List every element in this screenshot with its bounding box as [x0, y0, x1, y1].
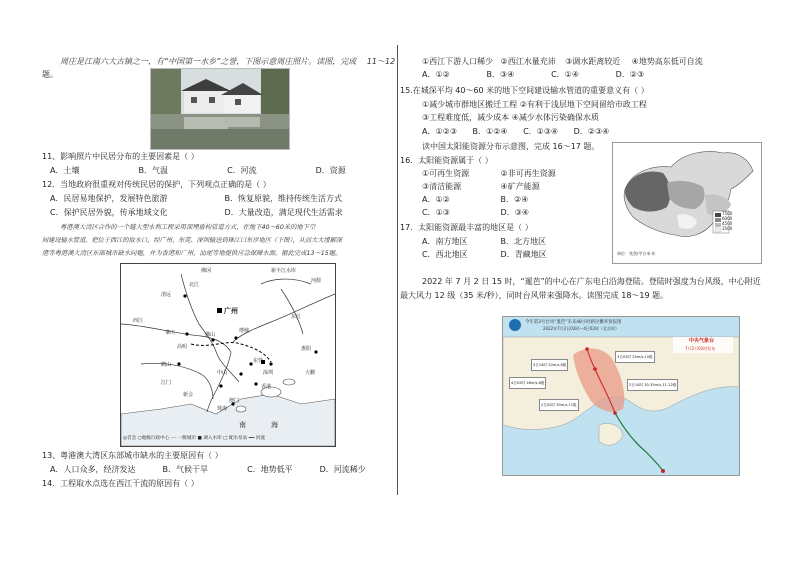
intro-water-project-line3: 港等粤港澳大湾区东部城市缺水问题，并为香港和广州、汕尾等地提供应急保障水源。据此完成13～15题。 — [42, 250, 342, 257]
q14-statements — [422, 57, 703, 67]
map-label-heyuan: 河源 — [311, 278, 322, 284]
q15-statements-1: ①减少城市群地区搬迁工程 ②有利于浅层地下空间留给市政工程 — [422, 100, 647, 109]
solar-legend-4500: 4500 — [722, 221, 733, 226]
q17-option-b[interactable]: B．北方地区 — [500, 237, 547, 246]
q16-statement-2: ②非可再生资源 — [500, 169, 556, 178]
map-label-shenzhen: 深圳 — [263, 370, 274, 376]
q17-option-d[interactable]: D．青藏地区 — [500, 250, 547, 259]
q16-option-c[interactable]: C．①③ — [422, 208, 450, 217]
map-label-dapeng: 大鹏 — [305, 370, 316, 376]
map-label-south: 南 — [239, 421, 246, 429]
q17-option-a[interactable]: A．南方地区 — [422, 237, 468, 246]
q14-option-c[interactable]: C．①④ — [551, 70, 580, 79]
question-12: 12．当地政府很重视对传统民居的保护，下列观点正确的是（ ） — [42, 180, 271, 189]
q17-option-c[interactable]: C．西北地区 — [422, 250, 468, 259]
map-label-hongkong: 香港 — [261, 384, 272, 390]
intro-zhouzhuang — [60, 57, 395, 67]
typhoon-box-4d02: 4日02时 18m/s,8级 — [509, 377, 546, 389]
q16-statements-1 — [422, 169, 556, 179]
q14-statement-1: ①西江下游人口稀少 — [422, 57, 494, 66]
china-solar-map — [612, 142, 762, 264]
pearl-river-delta-map — [120, 263, 336, 447]
q11-option-b[interactable]: B．气温 — [138, 166, 169, 175]
q11-option-a[interactable]: A．土壤 — [50, 166, 80, 175]
q15-option-b[interactable]: B．①②④ — [472, 127, 508, 136]
typhoon-map-title: 今年第3号台风“暹芭”未来48小时路径概率预报图 — [525, 320, 622, 325]
map-label-xinfeng: 新丰江水库 — [271, 268, 297, 274]
intro-water-project-line2: 间建设输水管道，把位于西江的取水口，经广州、东莞、深圳输送到珠江口东岸地区（下图），从而大大缓解深 — [42, 237, 343, 244]
q13-option-d[interactable]: D．河流稀少 — [319, 465, 366, 474]
column-divider — [397, 45, 398, 495]
q14-statement-4: ④地势高东低可自流 — [631, 57, 703, 66]
q16-statement-4: ④矿产能源 — [500, 182, 540, 191]
intro-solar-map: 读中国太阳能资源分布示意图，完成 16～17 题。 — [422, 142, 600, 151]
intro-typhoon-line2: 最大风力 12 级（35 米/秒），同时台风带来强降水。读图完成 18～19 题。 — [400, 291, 669, 300]
question-13: 13、粤港澳大湾区东部城市缺水的主要原因有（ ） — [42, 451, 223, 460]
q16-statement-1: ①可再生资源 — [422, 169, 470, 178]
q16-options-row2 — [422, 208, 529, 218]
typhoon-agency: 中央气象台 — [689, 338, 715, 344]
q12-option-a[interactable]: A．民居易地保护，发展特色旅游 — [50, 194, 168, 203]
question-16: 16．太阳能资源属于（ ） — [400, 156, 493, 165]
q13-option-a[interactable]: A．人口众多，经济发达 — [50, 465, 136, 474]
q15-option-d[interactable]: D．②③④ — [573, 127, 610, 136]
question-15: 15.在城深平均 40～60 米的地下空间建设输水管道的重要意义有（ ） — [400, 86, 649, 95]
map-label-zhuhai: 珠海 — [217, 406, 228, 412]
q16-option-a[interactable]: A．①② — [422, 195, 450, 204]
map-label-dongjiang: 东江 — [291, 314, 302, 320]
question-11: 11、影响照片中民居分布的主要因素是（ ） — [42, 152, 199, 161]
typhoon-map-time: 2022年7月2日02时～4日02时（北京时） — [543, 326, 619, 331]
map-label-macau: 澳门 — [229, 398, 240, 404]
question-17: 17．太阳能资源最丰富的地区是（ ） — [400, 223, 533, 232]
map-label-gaoming: 高明 — [177, 344, 188, 350]
q16-option-b[interactable]: B．②④ — [500, 195, 529, 204]
q11-option-c[interactable]: C．河流 — [227, 166, 257, 175]
solar-legend-6000: 6000 — [722, 216, 733, 221]
map-label-zhongshan: 中山 — [217, 370, 228, 376]
q12-option-b[interactable]: B．恢复原貌，维持传统生活方式 — [224, 194, 343, 203]
left-column — [38, 0, 396, 561]
solar-unit: 单位：兆焦/平方米·年 — [617, 251, 656, 256]
map-label-fogang: 佛冈 — [201, 268, 212, 274]
map-label-beijiang: 北江 — [189, 282, 200, 288]
q15-options — [422, 127, 609, 137]
q13-options — [50, 465, 366, 475]
typhoon-forecast-map — [502, 316, 740, 476]
intro-text: 周庄是江南六大古镇之一，有“中国第一水乡”之誉，下图示意周庄照片。读图，完成 — [60, 57, 357, 66]
typhoon-box-2d14: 2日14时 30-35m/s,11-12级 — [627, 379, 678, 391]
q17-options-row1 — [422, 237, 546, 247]
q13-option-b[interactable]: B．气候干旱 — [162, 465, 209, 474]
map-label-huiyang: 惠阳 — [301, 346, 312, 352]
typhoon-box-3d02: 3日02时 25m/s,10级 — [615, 351, 655, 363]
q11-option-d[interactable]: D．资源 — [315, 166, 346, 175]
solar-legend-3500: 3500 — [722, 226, 733, 231]
q12-options-row1 — [50, 194, 342, 204]
map-legend: ◎首会 ○地级行政中心 ┈┈ 一级城市 ■ 调入水库 □ 配水泵站 ━━ 河流 — [123, 436, 265, 441]
intro-water-project-line1: 粤港澳大湾区合作的一个越大型水利工程采用深埋盾构管道方式，在地下40～60米的地下空 — [60, 224, 316, 231]
question-14: 14．工程取水点选在西江干流的原因有（ ） — [42, 479, 199, 488]
q14-statement-3: ③调水距离较近 — [565, 57, 621, 66]
intro-suffix: 题。 — [42, 70, 58, 79]
q12-option-d[interactable]: D．大量改造，满足现代生活需求 — [224, 208, 343, 217]
map-label-dongguan: 东莞 — [253, 358, 264, 364]
q14-option-b[interactable]: B．③④ — [486, 70, 515, 79]
q14-option-a[interactable]: A．①② — [422, 70, 450, 79]
q15-statements-2: ③工程难度低，减少成本 ④减少水体污染确保水质 — [422, 113, 599, 122]
q16-options-row1 — [422, 195, 528, 205]
q16-statement-3: ③清洁能源 — [422, 182, 462, 191]
typhoon-agency-time: 7月2日02时发布 — [685, 346, 716, 351]
q15-option-c[interactable]: C．①③④ — [523, 127, 559, 136]
intro-typhoon-line1: 2022 年 7 月 2 日 15 时，“暹芭”的中心在广东电白沿海登陆。登陆时强度为台风级，中心附近 — [422, 277, 761, 286]
solar-legend-7500: 7500 — [722, 211, 733, 216]
q12-option-c[interactable]: C．保护民居外貌，传承地域文化 — [50, 208, 168, 217]
q17-options-row2 — [422, 250, 547, 260]
q13-option-c[interactable]: C．地势低平 — [247, 465, 293, 474]
q14-options — [422, 70, 644, 80]
q11-options — [50, 166, 346, 176]
intro-range: 11～12 — [366, 57, 396, 66]
map-label-guangzhou: 广州 — [224, 307, 238, 315]
q16-statements-2 — [422, 182, 540, 192]
map-label-heshan: 鹤山 — [161, 362, 172, 368]
q16-option-d[interactable]: D．③④ — [500, 208, 530, 217]
map-label-xijiang: 西江 — [133, 318, 144, 324]
map-label-xinhui: 新会 — [183, 392, 194, 398]
q14-statement-2: ②西江水量充沛 — [500, 57, 556, 66]
typhoon-box-3d14: 3日14时 20m/s,8级 — [531, 359, 568, 371]
map-label-qingyuan: 清远 — [161, 292, 172, 298]
map-label-sea: 海 — [271, 421, 278, 429]
q12-options-row2 — [50, 208, 343, 218]
q14-option-d[interactable]: D．②③ — [615, 70, 645, 79]
typhoon-box-2d02: 2日02时 30m/s,11级 — [539, 399, 579, 411]
zhouzhuang-photo — [150, 68, 290, 150]
right-column — [400, 0, 760, 561]
map-label-zhaoqing: 肇庆 — [165, 330, 176, 336]
map-label-foshan: 佛山 — [205, 332, 216, 338]
map-label-zengcheng: 增城 — [239, 328, 250, 334]
q15-option-a[interactable]: A．①②③ — [422, 127, 457, 136]
map-label-jiangmen: 江门 — [161, 380, 172, 386]
